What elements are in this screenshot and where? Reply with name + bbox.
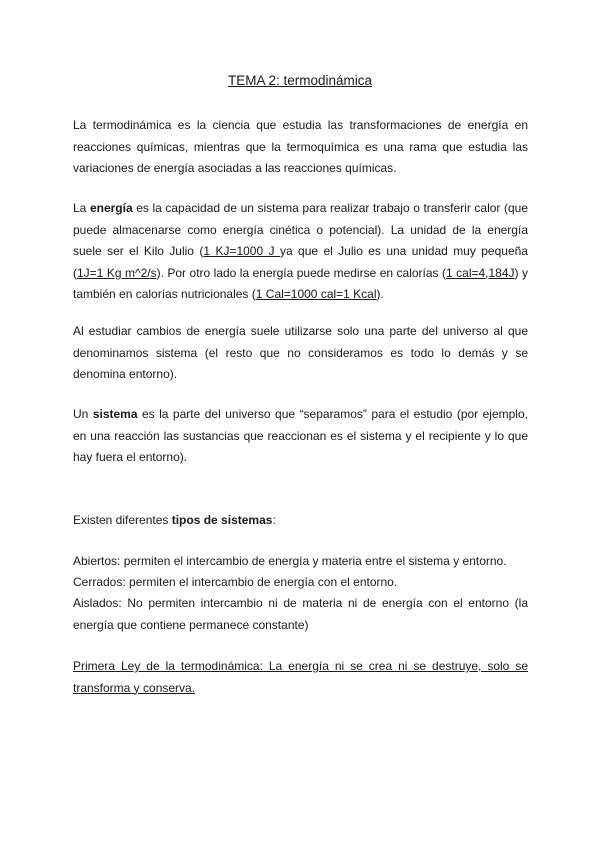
sistema-paragraph [73, 404, 528, 469]
energia-end: ). [376, 287, 384, 301]
tipos-end: : [272, 513, 276, 527]
energia-mid3: ). Por otro lado la energía puede medirse en calorías ( [156, 265, 447, 280]
energia-cal: 1 cal=4,184J [446, 265, 515, 280]
tipo-aislados: Aislados: No permiten intercambio ni de materia ni de energía con el entorno (la energía que contiene permanece constante) [73, 596, 528, 632]
energia-pre: La [73, 201, 90, 215]
sistema-rest: es la parte del universo que “separamos” para el estudio (por ejemplo, en una reacción las sustancias que reaccionan es el sistema y el recipiente y lo que hay fuera el entorno). [73, 407, 528, 464]
energia-kj: 1 KJ=1000 J [203, 244, 280, 258]
energia-j: 1J=1 Kg m^2/s [77, 265, 157, 280]
energia-kcal: 1 Cal=1000 cal=1 Kcal [255, 287, 377, 301]
intro-paragraph: La termodinámica es la ciencia que estudia las transformaciones de energía en reacciones químicas, mientras que la termoquímica es una rama que estudia las variaciones de energía asociadas a las reacciones químicas. [73, 118, 528, 175]
primera-ley: Primera Ley de la termodinámica: La energía ni se crea ni se destruye, solo se transforma y conserva. [73, 659, 528, 695]
tipos-heading [73, 510, 528, 532]
energia-mid1: es la capacidad de un sistema para realizar trabajo o transferir calor (que puede almacenarse como energía cinética o potencial). La unidad de la energía suele ser el Kilo Julio ( [73, 201, 529, 258]
energia-mid4: ) y también en calorías nutricionales ( [73, 265, 528, 301]
tipos-term: tipos de sistemas [171, 513, 273, 527]
tipos-pre: Existen diferentes [73, 513, 172, 527]
sistema-pre: Un [73, 407, 93, 421]
energia-term: energía [89, 201, 133, 215]
tipo-abiertos: Abiertos: permiten el intercambio de energía y materia entre el sistema y entorno. [73, 554, 507, 568]
energia-mid2: ya que el Julio es una unidad muy pequeña ( [73, 244, 528, 280]
tipo-cerrados: Cerrados: permiten el intercambio de energía con el entorno. [73, 575, 398, 589]
sistema-term: sistema [92, 407, 138, 421]
energia-paragraph [73, 198, 528, 306]
sistema-intro-paragraph: Al estudiar cambios de energía suele utilizarse solo una parte del universo al que denominamos sistema (el resto que no consideramos es todo lo demás y se denomina entorno). [73, 324, 528, 381]
page-title: TEMA 2: termodinámica [227, 73, 373, 88]
